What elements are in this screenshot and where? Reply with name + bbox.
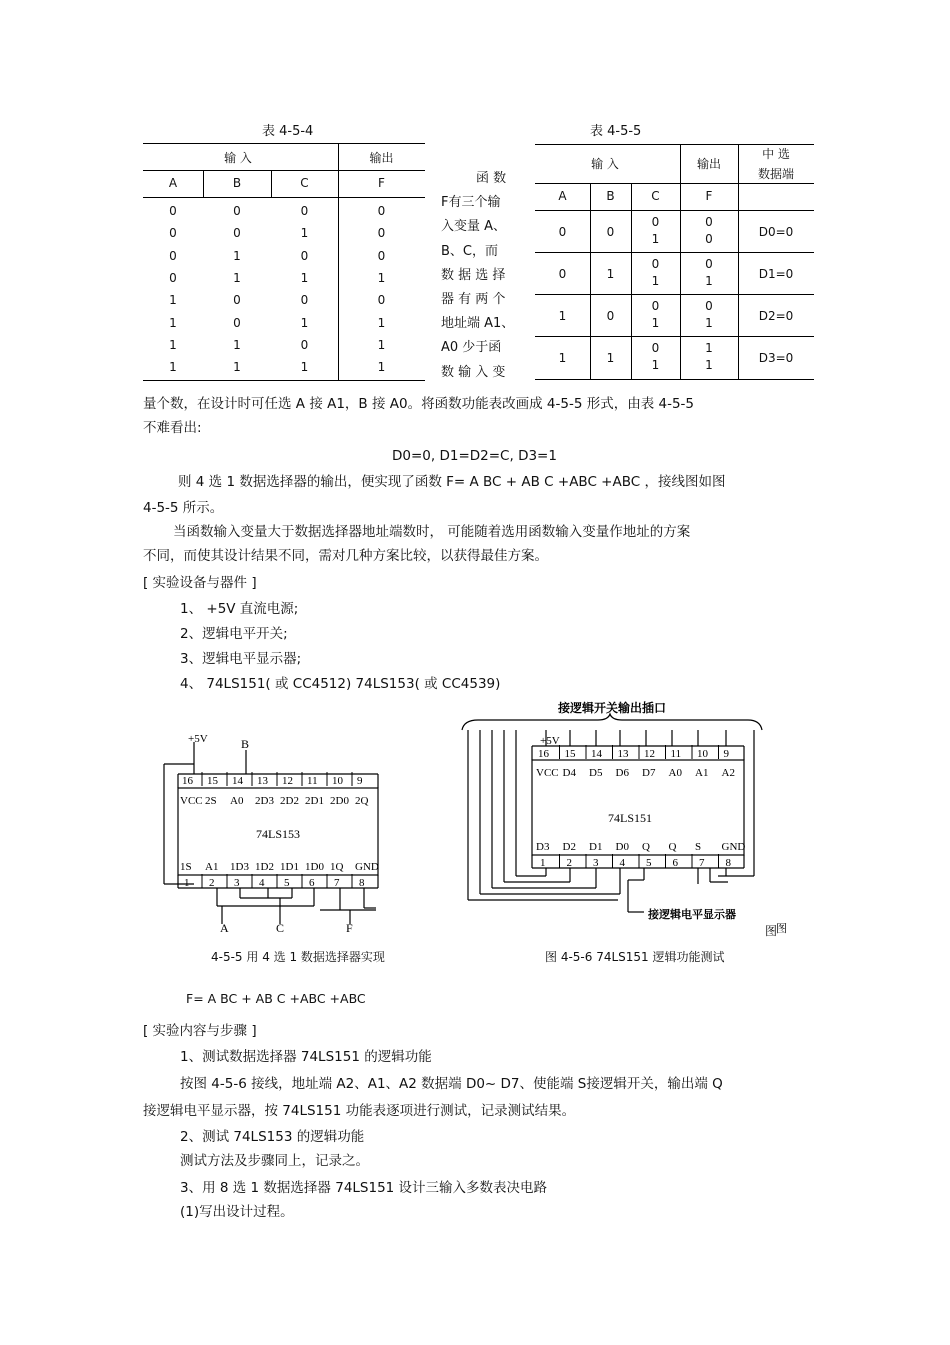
pin-number: 15	[564, 748, 576, 760]
table-454-cell: 1	[377, 270, 386, 285]
fig1-a-label: A	[220, 921, 229, 935]
pin-number: 9	[357, 775, 363, 787]
pin-label: D2	[562, 841, 576, 853]
fig2-vcc-label: +5V	[540, 735, 560, 747]
fig1-formula: F= A BC + AB C +ABC +ABC	[186, 991, 366, 1006]
pin-number: 7	[334, 877, 340, 889]
pin-label: 1D1	[280, 861, 299, 873]
fig2-fig-char-text: 图	[765, 924, 778, 938]
table-455-cell: 0	[651, 257, 660, 271]
pin-label: D0	[615, 841, 629, 853]
pin-number: 12	[282, 775, 293, 787]
table-454-cell: 1	[300, 315, 309, 330]
table-454-cell: 0	[233, 293, 241, 308]
table-455-cell: 0	[651, 299, 660, 313]
table-455-cell: 0	[705, 232, 713, 246]
pin-label: Q	[668, 841, 677, 853]
table-455-cell: 0	[558, 225, 567, 239]
pin-number: 6	[672, 857, 678, 869]
table-455-col-b: B	[606, 189, 615, 203]
equation-d-values: D0=0, D1=D2=C, D3=1	[392, 448, 557, 464]
pin-number: 10	[332, 775, 343, 787]
content-title: [ 实验内容与步骤 ]	[143, 1023, 257, 1039]
table-455-col-f: F	[705, 189, 713, 203]
pin-number: 10	[697, 748, 708, 760]
table-454-cell: 1	[377, 360, 386, 375]
paragraph-2: 则 4 选 1 数据选择器的输出，便实现了函数 F= A BC + AB C +ABC +ABC ，接线图如图	[178, 474, 726, 490]
table-455-cell: 1	[705, 316, 713, 330]
table-454-cell: 0	[233, 204, 241, 218]
pin-number: 13	[257, 775, 268, 787]
pin-number: 5	[284, 877, 290, 889]
table-454-caption: 表 4-5-4	[262, 124, 314, 139]
table-454-col-a: A	[168, 176, 178, 190]
table-454-cell: 1	[233, 337, 241, 352]
table-455-cell: 0	[606, 225, 615, 239]
table-455-cell: D1=0	[758, 267, 794, 281]
table-455-cell: 1	[705, 341, 713, 355]
paragraph-3b: 不同，而使其设计结果不同，需对几种方案比较，以获得最佳方案。	[143, 548, 548, 564]
pin-label: 2D3	[255, 795, 274, 807]
fig2-switch-title: 接逻辑开关输出插口	[558, 701, 667, 715]
pin-label: A1	[205, 861, 219, 873]
middle-text-line: 入变量 A、	[441, 219, 507, 235]
pin-label: 2D2	[280, 795, 299, 807]
figure-74ls153-wiring	[150, 728, 400, 933]
pin-number: 5	[646, 857, 652, 869]
table-454-cell: 0	[233, 315, 241, 330]
pin-label: GND	[355, 861, 379, 873]
pin-label: D6	[615, 767, 629, 779]
pin-number: 4	[259, 877, 265, 889]
step-2-body: 测试方法及步骤同上，记录之。	[180, 1153, 369, 1169]
pin-label: 2S	[205, 795, 217, 807]
pin-number: 13	[617, 748, 629, 760]
fig1-b-label: B	[241, 737, 250, 751]
table-454-cell: 1	[300, 226, 309, 241]
table-454-cell: 0	[377, 226, 386, 241]
pin-label: 1S	[180, 861, 192, 873]
fig1-f-label: F	[346, 921, 353, 935]
table-455-cell: 0	[705, 257, 713, 271]
pin-label: D3	[536, 841, 550, 853]
pin-label: S	[695, 841, 702, 853]
paragraph-1: 量个数，在设计时可任选 A 接 A1，B 接 A0。将函数功能表改画成 4-5-5 形式，由表 4-5-5	[143, 396, 694, 412]
step-1-body: 按图 4-5-6 接线，地址端 A2、A1、A2 数据端 D0~ D7、使能端 S接逻辑开关，输出端 Q	[180, 1076, 723, 1092]
pin-number: 4	[619, 857, 625, 869]
middle-text-line: 地址端 A1、	[441, 316, 515, 332]
table-455-mid-header-top: 中 选	[762, 147, 790, 161]
fig2-fig-char: 图	[776, 923, 787, 935]
table-455-cell: 1	[651, 358, 660, 372]
pin-number: 3	[234, 877, 240, 889]
fig1-c-label: C	[276, 921, 285, 935]
pin-number: 15	[207, 775, 218, 787]
pin-number: 1	[540, 857, 546, 869]
pin-number: 3	[593, 857, 599, 869]
pin-number: 7	[699, 857, 705, 869]
step-3-body: (1)写出设计过程。	[180, 1204, 294, 1220]
table-454-cell: 0	[169, 226, 177, 241]
table-454-cell: 0	[169, 204, 177, 218]
table-454-cell: 1	[300, 270, 309, 285]
pin-label: VCC	[536, 767, 559, 779]
middle-text-line: F有三个输	[441, 195, 501, 211]
table-454-output-header: 输出	[369, 151, 394, 165]
table-455-cell: D2=0	[758, 309, 794, 323]
table-454-cell: 0	[300, 293, 309, 308]
table-454-cell: 0	[300, 248, 309, 263]
step-1-title: 1、测试数据选择器 74LS151 的逻辑功能	[180, 1049, 432, 1065]
table-454-cell: 1	[233, 360, 241, 375]
fig1-vcc-label: +5V	[188, 733, 208, 745]
table-455	[535, 144, 814, 381]
middle-text-line: 数 据 选 择	[441, 267, 506, 283]
middle-text-line: 器 有 两 个	[441, 292, 506, 307]
table-455-col-a: A	[558, 189, 567, 203]
table-454-cell: 1	[377, 315, 386, 330]
pin-number: 1	[184, 877, 190, 889]
table-454-cell: 1	[233, 248, 241, 263]
pin-label: A0	[668, 767, 682, 779]
pin-number: 16	[538, 748, 549, 760]
table-455-cell: 0	[606, 309, 615, 323]
pin-number: 14	[232, 775, 243, 787]
pin-number: 14	[591, 748, 602, 760]
pin-label: 1D0	[305, 861, 324, 873]
pin-number: 2	[209, 877, 215, 889]
paragraph-1b: 不难看出:	[143, 420, 202, 436]
equipment-item-3: 3、逻辑电平显示器;	[180, 651, 302, 667]
table-454-cell: 0	[300, 204, 309, 218]
step-2-title: 2、测试 74LS153 的逻辑功能	[180, 1129, 365, 1145]
fig1-chip-name: 74LS153	[256, 827, 301, 841]
table-455-cell: 0	[651, 341, 660, 355]
table-454-input-header: 输 入	[224, 151, 252, 165]
paragraph-3: 当函数输入变量大于数据选择器地址端数时， 可能随着选用函数输入变量作地址的方案	[173, 524, 691, 540]
pin-label: D4	[562, 767, 576, 779]
table-454-cell: 1	[233, 270, 241, 285]
table-455-mid-header-bottom: 数据端	[757, 167, 794, 181]
pin-label: 2Q	[355, 795, 369, 807]
pin-label: A1	[695, 767, 709, 779]
pin-number: 2	[566, 857, 572, 869]
table-455-input-header: 输 入	[591, 157, 619, 171]
pin-label: VCC	[180, 795, 203, 807]
table-454-cell: 0	[377, 248, 386, 263]
paragraph-2b: 4-5-5 所示。	[143, 500, 224, 516]
fig2-caption: 图 4-5-6 74LS151 逻辑功能测试	[545, 950, 725, 964]
step-3-title: 3、用 8 选 1 数据选择器 74LS151 设计三输入多数表决电路	[180, 1180, 548, 1196]
middle-text-line: B、C，而	[441, 243, 498, 259]
figure-74ls151-test	[458, 700, 787, 935]
pin-number: 6	[309, 877, 315, 889]
table-454	[143, 143, 425, 381]
table-454-cell: 0	[377, 293, 386, 308]
middle-text-line: 函 数	[476, 171, 507, 186]
table-454-cell: 0	[169, 248, 177, 263]
equipment-item-2: 2、逻辑电平开关;	[180, 626, 288, 642]
table-455-cell: 1	[606, 351, 615, 365]
table-454-cell: 0	[169, 270, 177, 285]
middle-text-line: 数 输 入 变	[441, 364, 506, 380]
table-455-cell: 1	[705, 358, 713, 372]
table-455-cell: 1	[606, 267, 615, 281]
pin-label: A2	[721, 767, 735, 779]
fig2-chip-name: 74LS151	[608, 811, 653, 825]
middle-text-line: A0 少于函	[441, 340, 502, 356]
table-454-cell: 1	[169, 293, 177, 308]
table-455-cell: 0	[651, 215, 660, 229]
pin-label: 1D2	[255, 861, 274, 873]
table-454-cell: 0	[377, 204, 386, 218]
table-454-cell: 1	[300, 360, 309, 375]
table-455-cell: 1	[651, 316, 660, 330]
table-454-cell: 0	[233, 226, 241, 241]
table-454-cell: 1	[169, 360, 177, 375]
pin-number: 8	[725, 857, 731, 869]
table-454-col-f: F	[378, 176, 385, 190]
table-454-cell: 1	[169, 337, 177, 352]
table-455-output-header: 输出	[696, 157, 721, 171]
pin-label: 1D3	[230, 861, 249, 873]
pin-label: 2D0	[330, 795, 349, 807]
table-455-cell: 0	[705, 215, 713, 229]
table-455-cell: 1	[651, 274, 660, 288]
fig2-display-label: 接逻辑电平显示器	[648, 909, 736, 921]
pin-number: 12	[644, 748, 655, 760]
table-454-cell: 1	[169, 315, 177, 330]
pin-label: 2D1	[305, 795, 324, 807]
table-455-cell: D0=0	[758, 225, 794, 239]
equipment-item-4: 4、 74LS151( 或 CC4512) 74LS153( 或 CC4539)	[180, 676, 501, 692]
pin-label: D7	[642, 767, 656, 779]
pin-number: 11	[670, 748, 682, 760]
table-455-cell: 1	[558, 351, 567, 365]
pin-label: A0	[230, 795, 244, 807]
pin-label: D1	[589, 841, 603, 853]
table-455-cell: 1	[705, 274, 713, 288]
table-455-cell: 0	[705, 299, 713, 313]
equipment-item-1: 1、 +5V 直流电源;	[180, 601, 299, 617]
pin-number: 8	[359, 877, 365, 889]
table-455-cell: 1	[651, 232, 660, 246]
step-1-body-2: 接逻辑电平显示器，按 74LS151 功能表逐项进行测试，记录测试结果。	[143, 1103, 576, 1119]
table-455-col-c: C	[651, 189, 660, 203]
pin-label: D5	[589, 767, 603, 779]
pin-label: GND	[721, 841, 746, 853]
table-455-cell: 0	[558, 267, 567, 281]
pin-number: 9	[723, 748, 729, 760]
fig1-caption: 4-5-5 用 4 选 1 数据选择器实现	[211, 950, 385, 964]
table-455-caption: 表 4-5-5	[590, 124, 642, 139]
pin-number: 11	[307, 775, 318, 787]
pin-label: 1Q	[330, 861, 344, 873]
pin-number: 16	[182, 775, 193, 787]
table-455-cell: D3=0	[758, 351, 794, 365]
table-455-cell: 1	[558, 309, 567, 323]
table-454-col-c: C	[300, 176, 309, 190]
equipment-title: [ 实验设备与器件 ]	[143, 575, 257, 591]
pin-label: Q	[642, 841, 650, 853]
table-454-col-b: B	[232, 176, 242, 190]
table-454-cell: 1	[377, 337, 386, 352]
table-454-cell: 0	[300, 337, 309, 352]
